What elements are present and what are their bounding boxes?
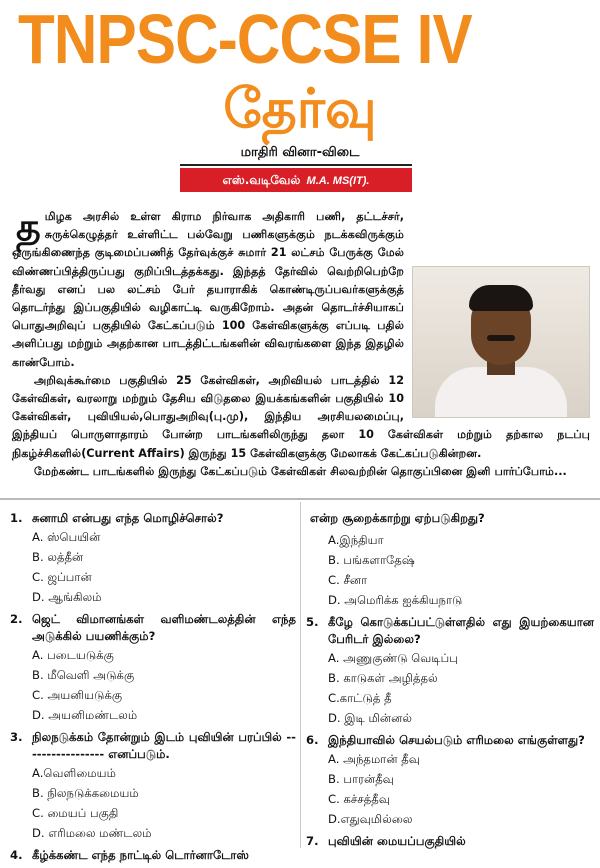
option: A. அணுகுண்டு வெடிப்பு [328, 651, 458, 665]
author-name: எஸ்.வடிவேல் [222, 173, 301, 187]
option: B. மீவெளி அடுக்கு [32, 668, 135, 682]
option: D. ஆங்கிலம் [32, 590, 102, 604]
option: A. ஸ்பெயின் [32, 530, 101, 544]
option: D. அயனிமண்டலம் [32, 708, 138, 722]
option: A.வெளிமையம் [32, 766, 116, 780]
intro-article [12, 205, 590, 481]
option: C. ஜப்பான் [32, 570, 92, 584]
option: B. பங்களாதேஷ் [328, 553, 415, 567]
intro-paragraph: அறிவுக்கூர்மை பகுதியில் 25 கேள்விகள், அறிவியல் பாடத்தில் 12 கேள்விகள், வரலாறு மற்றும் தேசிய விடுதலை இயக்கங்களின் பகுதியில் 10 கேள்விகள், புவியியல்,பொதுஅறிவு(பு.மு), இந்திய அரசியலமைப்பு, இந்தியப் பொருளாதாரம் போன்ற பாடங்களிலிருந்து தலா 10 கேள்விகள் மற்றும் தற்கால நடப்பு நிகழ்ச்சிகளில்(Current Affairs) இருந்து 15 கேள்விகளுக்கு மேலாகக் கேட்கப்படுகின்றன. [12, 373, 590, 460]
question-2: 2. ஜெட் விமானங்கள் வளிமண்டலத்தின் எந்த அடுக்கில் பயணிக்கும்? A. படையடுக்கு B. மீவெளி அடுக்கு C. அயனியடுக்கு D. அயனிமண்டலம் [10, 611, 296, 725]
question-3: 3. நிலநடுக்கம் தோன்றும் இடம் புவியின் பரப்பில் ----------------- எனப்படும். A.வெளிமையம் B. நிலநடுக்கமையம் C. மையப் பகுதி D. எரிமலை மண்டலம் [10, 729, 296, 843]
author-bar [180, 168, 412, 192]
option: D. எரிமலை மண்டலம் [32, 826, 152, 840]
option: C. மையப் பகுதி [32, 806, 119, 820]
option: A. அந்தமான் தீவு [328, 752, 420, 766]
page-header [0, 0, 600, 200]
option: D. அமெரிக்க ஐக்கியநாடு [328, 593, 463, 607]
questions-left-column [10, 510, 296, 868]
option: A.இந்தியா [328, 533, 384, 547]
option: A. படையடுக்கு [32, 648, 114, 662]
option: D. இடி மின்னல் [328, 711, 413, 725]
option: C. சீனா [328, 573, 368, 587]
header-rule [180, 164, 412, 166]
section-divider [0, 498, 600, 500]
option: D.எதுவுமில்லை [328, 812, 413, 826]
option: C. கச்சத்தீவு [328, 792, 390, 806]
author-credentials: M.A. MS(IT). [306, 175, 370, 187]
question-5: 5. கீழே கொடுக்கப்பட்டுள்ளதில் எது இயற்கையான பேரிடர் இல்லை? A. அணுகுண்டு வெடிப்பு B. காடுகள் அழித்தல் C.காட்டுத் தீ D. இடி மின்னல் [306, 614, 594, 728]
option: C.காட்டுத் தீ [328, 691, 392, 705]
option: B. காடுகள் அழித்தல் [328, 671, 438, 685]
question-6: 6. இந்தியாவில் செயல்படும் எரிமலை எங்குள்ளது? A. அந்தமான் தீவு B. பாரன்தீவு C. கச்சத்தீவு D.எதுவுமில்லை [306, 732, 594, 829]
option: C. அயனியடுக்கு [32, 688, 123, 702]
subtitle: மாதிரி வினா-விடை [240, 145, 360, 160]
exam-title-tamil: தேர்வு [223, 77, 377, 140]
intro-paragraph: தமிழக அரசில் உள்ள கிராம நிர்வாக அதிகாரி பணி, தட்டச்சர், சுருக்கெழுத்தர் உள்ளிட்ட பல்வேறு பணிகளுக்கும் நடக்கவிருக்கும் ஒருங்கிணைந்த குடிமைப்பணித் தேர்வுக்குச் சுமார் 21 லட்சம் பேருக்கு மேல் விண்ணப்பித்திருப்பது குறிப்பிடத்தக்கது. இந்தத் தேர்வில் வெற்றிபெற்றே தீர்வது எனப் பல லட்சம் பேர் தயாராகிக் கொண்டிருப்பவர்களுக்குத் தொடர்ந்து இப்பகுதியில் வழிகாட்டி வருகிறோம். அதன் தொடர்ச்சியாகப் பொதுஅறிவுப் பகுதியில் கேட்கப்படும் 100 கேள்விகளுக்கு எப்படி பதில் அளிப்பது மற்றும் அதற்கான பாடத்திட்டங்களின் விவரங்களை இந்த இதழில் காண்போம். [12, 205, 404, 369]
intro-paragraph: மேற்கண்ட பாடங்களில் இருந்து கேட்கப்படும் கேள்விகள் சிலவற்றின் தொகுப்பினை இனி பார்ப்போம்... [34, 464, 567, 478]
option: B. நிலநடுக்கமையம் [32, 786, 139, 800]
questions-right-column [306, 510, 594, 854]
option: B. லத்தீன் [32, 550, 84, 564]
drop-cap: த [16, 205, 41, 249]
author-photo [412, 266, 590, 418]
question-4-options [306, 530, 594, 610]
question-4: 4. கீழ்க்கண்ட எந்த நாட்டில் டொர்னாடோஸ் [10, 848, 249, 862]
question-1: 1. சுனாமி என்பது எந்த மொழிச்சொல்? A. ஸ்பெயின் B. லத்தீன் C. ஜப்பான் D. ஆங்கிலம் [10, 510, 296, 607]
option: B. பாரன்தீவு [328, 772, 394, 786]
question-7: 7. புவியின் மையப்பகுதியில் [306, 834, 466, 848]
column-divider [300, 502, 301, 848]
exam-title: TNPSC-CCSE IV [18, 0, 472, 78]
question-4-continuation: என்ற சூறைக்காற்று ஏற்படுகிறது? [310, 511, 485, 525]
